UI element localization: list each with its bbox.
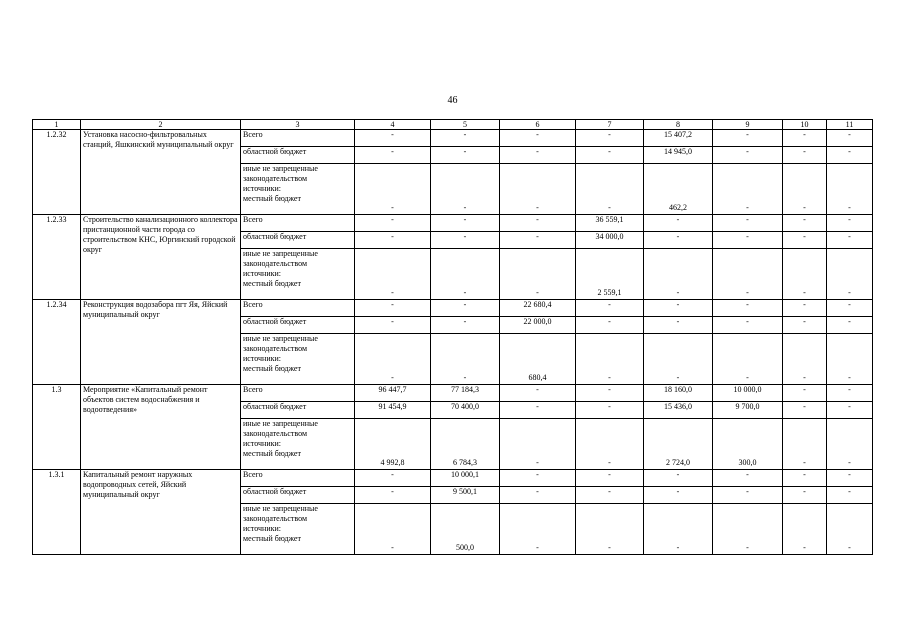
regional-value-cell: - xyxy=(827,147,873,164)
source-total-label: Всего xyxy=(241,215,355,232)
other-value-cell: - xyxy=(644,249,713,300)
source-other-label xyxy=(241,419,355,470)
column-header: 3 xyxy=(241,120,355,130)
other-value-cell: - xyxy=(355,334,431,385)
regional-value-cell: - xyxy=(576,147,644,164)
other-value-cell: - xyxy=(827,164,873,215)
source-regional-label: областной бюджет xyxy=(241,147,355,164)
total-value-cell: - xyxy=(500,470,576,487)
other-value-cell: - xyxy=(644,334,713,385)
regional-value-cell: - xyxy=(500,232,576,249)
total-value-cell: - xyxy=(827,470,873,487)
total-value-cell: 15 407,2 xyxy=(644,130,713,147)
regional-value-cell: - xyxy=(827,317,873,334)
total-value-cell: 77 184,3 xyxy=(431,385,500,402)
other-value-cell: - xyxy=(827,504,873,555)
other-value-cell: - xyxy=(431,334,500,385)
other-value-cell: 680,4 xyxy=(500,334,576,385)
column-header: 1 xyxy=(33,120,81,130)
regional-value-cell: - xyxy=(783,232,827,249)
item-name: Установка насосно-фильтровальных станций, Яшкинский муниципальный округ xyxy=(81,130,241,215)
regional-value-cell: 15 436,0 xyxy=(644,402,713,419)
other-value-cell: - xyxy=(576,504,644,555)
other-value-cell: 4 992,8 xyxy=(355,419,431,470)
source-other-line: иные не запрещенные xyxy=(243,334,318,343)
regional-value-cell: - xyxy=(355,232,431,249)
total-value-cell: - xyxy=(576,130,644,147)
column-header: 8 xyxy=(644,120,713,130)
other-value-cell: - xyxy=(783,164,827,215)
total-value-cell: - xyxy=(576,470,644,487)
regional-value-cell: - xyxy=(827,402,873,419)
total-value-cell: - xyxy=(355,130,431,147)
other-value-cell: - xyxy=(500,249,576,300)
total-value-cell: - xyxy=(783,300,827,317)
source-other-line: иные не запрещенные xyxy=(243,164,318,173)
regional-value-cell: - xyxy=(355,317,431,334)
table-row xyxy=(33,470,873,487)
other-value-cell: 300,0 xyxy=(713,419,783,470)
total-value-cell: - xyxy=(355,470,431,487)
source-regional-label: областной бюджет xyxy=(241,402,355,419)
regional-value-cell: - xyxy=(644,317,713,334)
other-value-cell: - xyxy=(827,249,873,300)
other-value-cell: - xyxy=(827,419,873,470)
total-value-cell: 96 447,7 xyxy=(355,385,431,402)
total-value-cell: 18 160,0 xyxy=(644,385,713,402)
other-value-cell: - xyxy=(355,164,431,215)
regional-value-cell: - xyxy=(576,317,644,334)
source-other-label xyxy=(241,164,355,215)
regional-value-cell: 91 454,9 xyxy=(355,402,431,419)
regional-value-cell: - xyxy=(713,317,783,334)
regional-value-cell: - xyxy=(713,487,783,504)
source-total-label: Всего xyxy=(241,470,355,487)
item-name: Капитальный ремонт наружных водопроводных сетей, Яйский муниципальный округ xyxy=(81,470,241,555)
other-value-cell: - xyxy=(713,334,783,385)
total-value-cell: - xyxy=(431,300,500,317)
regional-value-cell: 9 700,0 xyxy=(713,402,783,419)
regional-value-cell: - xyxy=(431,317,500,334)
source-other-line: законодательством xyxy=(243,344,308,353)
other-value-cell: - xyxy=(431,249,500,300)
total-value-cell: 10 000,0 xyxy=(713,385,783,402)
total-value-cell: - xyxy=(783,215,827,232)
source-other-line: источники: xyxy=(243,439,281,448)
total-value-cell: 22 680,4 xyxy=(500,300,576,317)
total-value-cell: - xyxy=(500,130,576,147)
other-value-cell: - xyxy=(576,164,644,215)
regional-value-cell: - xyxy=(431,147,500,164)
regional-value-cell: 14 945,0 xyxy=(644,147,713,164)
regional-value-cell: - xyxy=(576,402,644,419)
regional-value-cell: - xyxy=(500,487,576,504)
source-other-label xyxy=(241,334,355,385)
total-value-cell: - xyxy=(827,300,873,317)
total-value-cell: - xyxy=(355,300,431,317)
other-value-cell: - xyxy=(713,504,783,555)
source-regional-label: областной бюджет xyxy=(241,317,355,334)
item-number: 1.2.32 xyxy=(33,130,81,215)
item-number: 1.3.1 xyxy=(33,470,81,555)
column-header-row xyxy=(33,120,873,130)
source-other-line: источники: xyxy=(243,524,281,533)
regional-value-cell: - xyxy=(431,232,500,249)
regional-value-cell: - xyxy=(713,147,783,164)
total-value-cell: - xyxy=(827,385,873,402)
column-header: 11 xyxy=(827,120,873,130)
source-other-line: иные не запрещенные xyxy=(243,419,318,428)
total-value-cell: - xyxy=(827,215,873,232)
total-value-cell: - xyxy=(644,215,713,232)
total-value-cell: 10 000,1 xyxy=(431,470,500,487)
other-value-cell: - xyxy=(500,419,576,470)
other-value-cell: 462,2 xyxy=(644,164,713,215)
regional-value-cell: - xyxy=(355,487,431,504)
column-header: 2 xyxy=(81,120,241,130)
other-value-cell: 2 559,1 xyxy=(576,249,644,300)
table-row xyxy=(33,215,873,232)
item-number: 1.3 xyxy=(33,385,81,470)
source-total-label: Всего xyxy=(241,130,355,147)
total-value-cell: - xyxy=(500,215,576,232)
source-other-line: местный бюджет xyxy=(243,194,301,203)
source-other-line: местный бюджет xyxy=(243,449,301,458)
regional-value-cell: - xyxy=(644,232,713,249)
source-total-label: Всего xyxy=(241,300,355,317)
table-row xyxy=(33,130,873,147)
source-other-line: иные не запрещенные xyxy=(243,504,318,513)
budget-table xyxy=(32,119,873,555)
regional-value-cell: - xyxy=(500,147,576,164)
source-other-line: законодательством xyxy=(243,259,308,268)
source-regional-label: областной бюджет xyxy=(241,487,355,504)
other-value-cell: - xyxy=(783,504,827,555)
total-value-cell: - xyxy=(713,215,783,232)
column-header: 5 xyxy=(431,120,500,130)
other-value-cell: - xyxy=(431,164,500,215)
column-header: 4 xyxy=(355,120,431,130)
total-value-cell: - xyxy=(783,470,827,487)
total-value-cell: - xyxy=(500,385,576,402)
table-row xyxy=(33,300,873,317)
other-value-cell: - xyxy=(576,334,644,385)
regional-value-cell: - xyxy=(827,487,873,504)
source-other-line: источники: xyxy=(243,269,281,278)
other-value-cell: - xyxy=(783,334,827,385)
column-header: 10 xyxy=(783,120,827,130)
total-value-cell: - xyxy=(576,385,644,402)
other-value-cell: - xyxy=(355,249,431,300)
regional-value-cell: - xyxy=(500,402,576,419)
other-value-cell: - xyxy=(783,419,827,470)
item-name: Строительство канализационного коллектора пристанционной части города со строительством КНС, Юргинский городской округ xyxy=(81,215,241,300)
total-value-cell: - xyxy=(644,470,713,487)
regional-value-cell: - xyxy=(355,147,431,164)
item-name: Мероприятие «Капитальный ремонт объектов систем водоснабжения и водоотведения» xyxy=(81,385,241,470)
source-other-line: местный бюджет xyxy=(243,534,301,543)
source-other-line: источники: xyxy=(243,354,281,363)
regional-value-cell: 9 500,1 xyxy=(431,487,500,504)
total-value-cell: - xyxy=(827,130,873,147)
total-value-cell: - xyxy=(576,300,644,317)
source-total-label: Всего xyxy=(241,385,355,402)
total-value-cell: - xyxy=(713,470,783,487)
other-value-cell: - xyxy=(783,249,827,300)
table-row xyxy=(33,385,873,402)
total-value-cell: - xyxy=(644,300,713,317)
source-other-line: законодательством xyxy=(243,174,308,183)
total-value-cell: - xyxy=(713,300,783,317)
source-other-line: местный бюджет xyxy=(243,364,301,373)
regional-value-cell: 22 000,0 xyxy=(500,317,576,334)
total-value-cell: 36 559,1 xyxy=(576,215,644,232)
column-header: 6 xyxy=(500,120,576,130)
source-other-line: иные не запрещенные xyxy=(243,249,318,258)
total-value-cell: - xyxy=(783,385,827,402)
other-value-cell: 2 724,0 xyxy=(644,419,713,470)
regional-value-cell: - xyxy=(644,487,713,504)
source-other-line: источники: xyxy=(243,184,281,193)
regional-value-cell: - xyxy=(713,232,783,249)
regional-value-cell: - xyxy=(783,147,827,164)
other-value-cell: - xyxy=(713,249,783,300)
other-value-cell: - xyxy=(827,334,873,385)
total-value-cell: - xyxy=(431,215,500,232)
regional-value-cell: - xyxy=(827,232,873,249)
other-value-cell: - xyxy=(644,504,713,555)
regional-value-cell: 34 000,0 xyxy=(576,232,644,249)
page-number: 46 xyxy=(447,95,458,106)
total-value-cell: - xyxy=(783,130,827,147)
total-value-cell: - xyxy=(431,130,500,147)
other-value-cell: 500,0 xyxy=(431,504,500,555)
regional-value-cell: - xyxy=(783,487,827,504)
source-regional-label: областной бюджет xyxy=(241,232,355,249)
total-value-cell: - xyxy=(713,130,783,147)
source-other-line: законодательством xyxy=(243,429,308,438)
other-value-cell: - xyxy=(576,419,644,470)
other-value-cell: - xyxy=(355,504,431,555)
column-header: 7 xyxy=(576,120,644,130)
other-value-cell: 6 784,3 xyxy=(431,419,500,470)
source-other-label xyxy=(241,249,355,300)
column-header: 9 xyxy=(713,120,783,130)
item-number: 1.2.33 xyxy=(33,215,81,300)
item-number: 1.2.34 xyxy=(33,300,81,385)
regional-value-cell: - xyxy=(783,317,827,334)
total-value-cell: - xyxy=(355,215,431,232)
source-other-label xyxy=(241,504,355,555)
other-value-cell: - xyxy=(500,504,576,555)
other-value-cell: - xyxy=(500,164,576,215)
item-name: Реконструкция водозабора пгт Яя, Яйский муниципальный округ xyxy=(81,300,241,385)
source-other-line: местный бюджет xyxy=(243,279,301,288)
source-other-line: законодательством xyxy=(243,514,308,523)
regional-value-cell: - xyxy=(576,487,644,504)
regional-value-cell: 70 400,0 xyxy=(431,402,500,419)
other-value-cell: - xyxy=(713,164,783,215)
regional-value-cell: - xyxy=(783,402,827,419)
